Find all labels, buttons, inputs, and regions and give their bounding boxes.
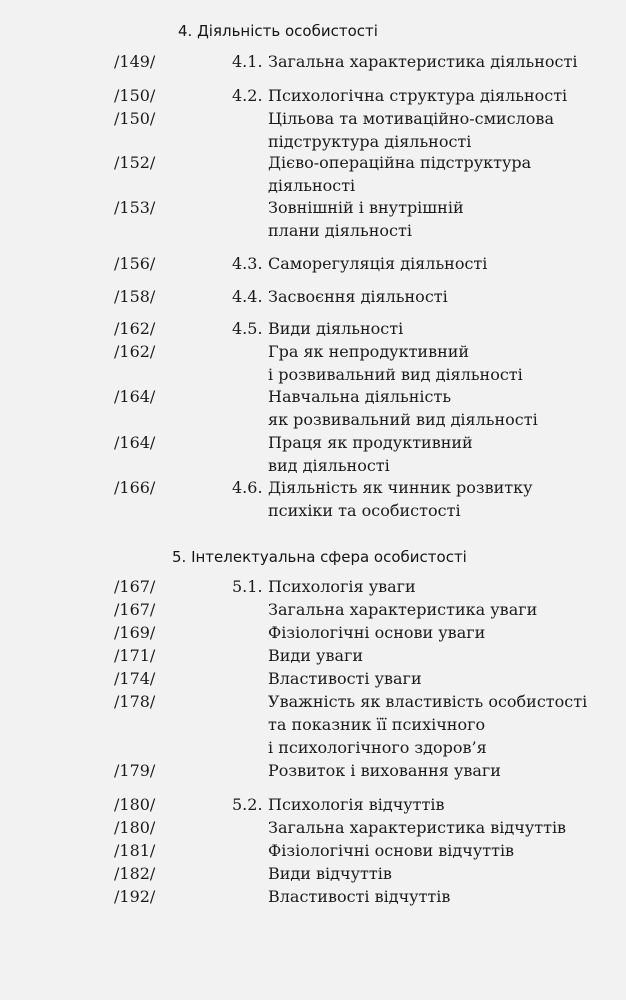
entry-title: Навчальна діяльність як розвивальний вид діяльності [268,387,538,429]
page-number: /162/ [114,342,156,361]
section-number: 4.5. [232,319,263,338]
page-number: /149/ [114,52,156,71]
entry-title: Властивості уваги [268,669,422,688]
section-number: 4.6. [232,478,263,497]
page-number: /162/ [114,319,156,338]
entry-title: Види діяльності [268,319,404,338]
entry-title: Психологія відчуттів [268,795,445,814]
entry-title: Саморегуляція діяльності [268,254,488,273]
entry-title: Загальна характеристика діяльності [268,52,578,71]
section-number: 4.2. [232,86,263,105]
section-number: 5.1. [232,577,263,596]
section-number: 4.3. [232,254,263,273]
section-number: 5.2. [232,795,263,814]
page-number: /171/ [114,646,156,665]
page-number: /182/ [114,864,156,883]
entry-title: Види уваги [268,646,364,665]
entry-title: Загальна характеристика відчуттів [268,818,567,837]
page-number: /150/ [114,86,156,105]
entry-title: Зовнішній і внутрішній плани діяльності [268,198,464,240]
page-number: /158/ [114,287,156,306]
page-number: /174/ [114,669,156,688]
page-number: /167/ [114,577,156,596]
page-number: /169/ [114,623,156,642]
section-heading: 4. Діяльність особистості [178,22,378,40]
entry-title: Уважність як властивість особистості та показник її психічного і психологічного здоров’я [268,692,588,757]
page-number: /181/ [114,841,156,860]
page-number: /150/ [114,109,156,128]
entry-title: Види відчуттів [268,864,392,883]
page-number: /192/ [114,887,156,906]
entry-title: Засвоєння діяльності [268,287,448,306]
entry-title: Дієво-операційна підструктура діяльності [268,153,532,195]
page-number: /167/ [114,600,156,619]
page-number: /178/ [114,692,156,711]
page-number: /164/ [114,387,156,406]
entry-title: Психологія уваги [268,577,416,596]
page-number: /166/ [114,478,156,497]
entry-title: Фізіологічні основи відчуттів [268,841,515,860]
section-heading: 5. Інтелектуальна сфера особистості [172,548,467,566]
entry-title: Діяльність як чинник розвитку психіки та особистості [268,478,533,520]
section-number: 4.1. [232,52,263,71]
page-number: /164/ [114,433,156,452]
entry-title: Розвиток і виховання уваги [268,761,501,780]
page-number: /153/ [114,198,156,217]
page-number: /180/ [114,818,156,837]
page-number: /179/ [114,761,156,780]
entry-title: Гра як непродуктивний і розвивальний вид діяльності [268,342,523,384]
entry-title: Цільова та мотиваційно-смислова підструктура діяльності [268,109,554,151]
entry-title: Загальна характеристика уваги [268,600,538,619]
entry-title: Праця як продуктивний вид діяльності [268,433,473,475]
entry-title: Фізіологічні основи уваги [268,623,486,642]
entry-title: Психологічна структура діяльності [268,86,568,105]
page-number: /156/ [114,254,156,273]
entry-title: Властивості відчуттів [268,887,451,906]
page-number: /180/ [114,795,156,814]
page-number: /152/ [114,153,156,172]
section-number: 4.4. [232,287,263,306]
